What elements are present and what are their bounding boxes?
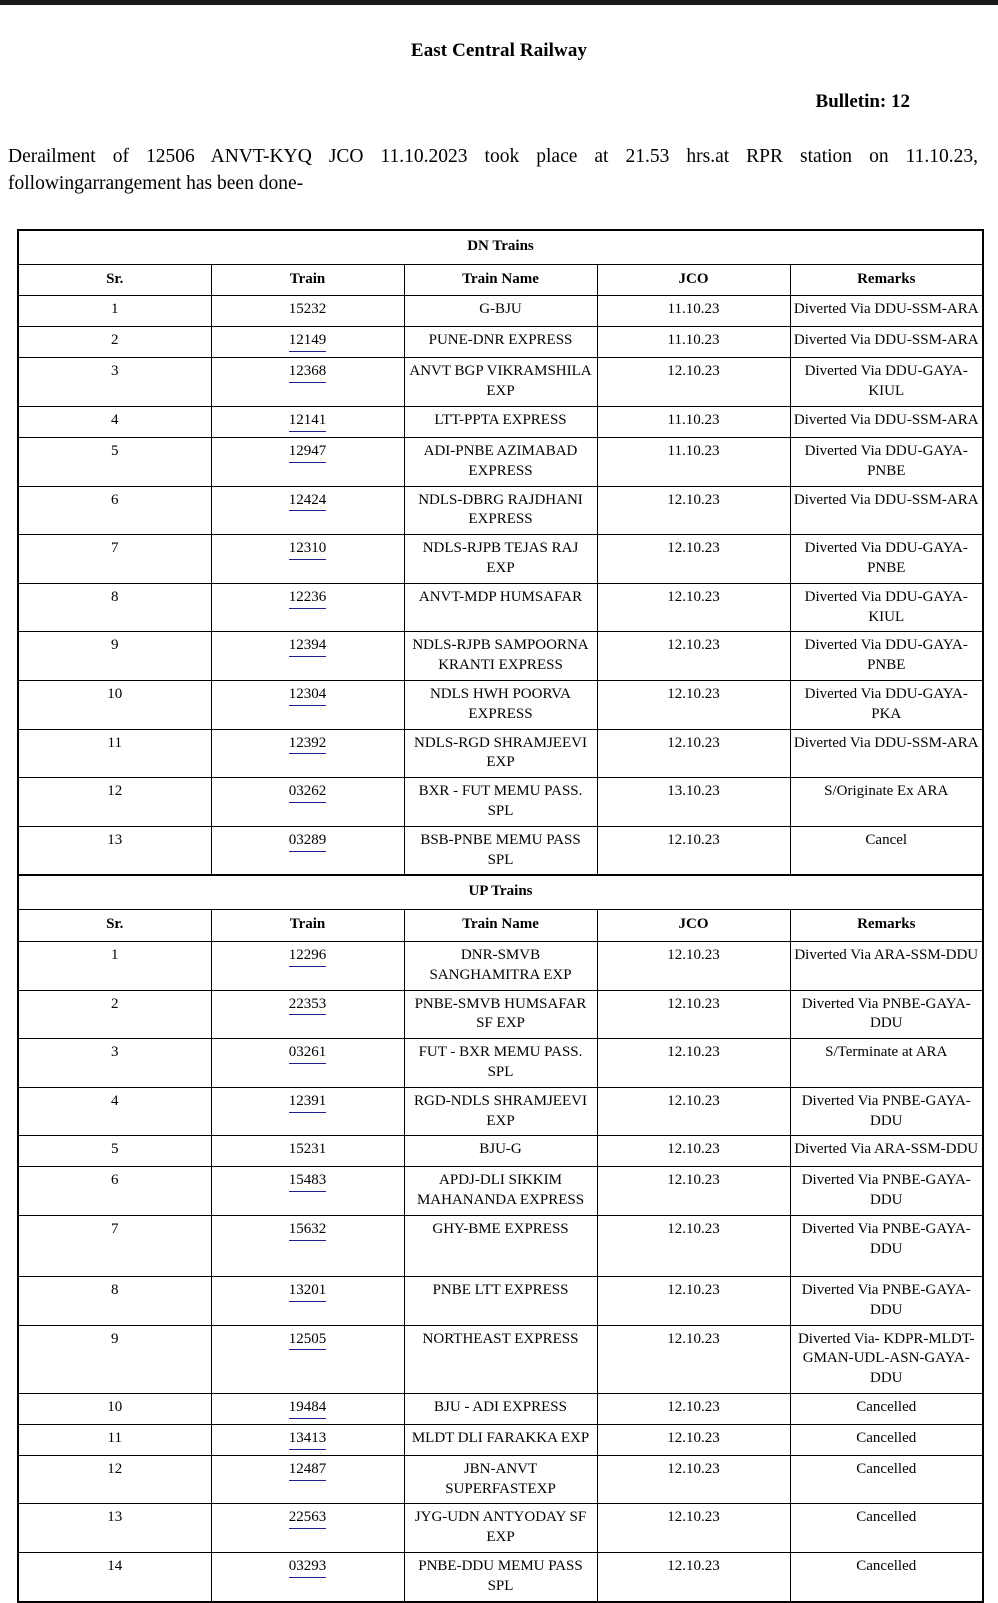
cell-train-number[interactable] [211,990,404,1039]
column-header-train-name: Train Name [404,264,597,296]
cell-remarks: Diverted Via DDU-GAYA-PNBE [790,535,983,584]
cell-train-number[interactable] [211,778,404,827]
section-title-row [18,875,983,909]
cell-jco-date: 12.10.23 [597,1136,790,1167]
train-number-link[interactable]: 19484 [289,1398,327,1419]
cell-remarks: S/Terminate at ARA [790,1039,983,1088]
train-number-link[interactable]: 03293 [289,1557,327,1578]
table-row [18,1087,983,1136]
cell-serial-number: 4 [18,407,211,438]
table-row [18,1136,983,1167]
trains-table-container [0,198,998,1603]
table-row [18,535,983,584]
cell-jco-date: 12.10.23 [597,826,790,875]
cell-serial-number: 12 [18,1455,211,1504]
cell-train-name: PNBE-DDU MEMU PASS SPL [404,1553,597,1602]
column-header-row [18,264,983,296]
cell-jco-date: 12.10.23 [597,1167,790,1216]
train-number-link[interactable]: 03262 [289,782,327,803]
cell-remarks: Cancelled [790,1455,983,1504]
cell-train-number[interactable] [211,729,404,778]
cell-train-number[interactable] [211,407,404,438]
cell-jco-date: 12.10.23 [597,1424,790,1455]
train-number-link[interactable]: 12424 [289,491,327,512]
train-number-link[interactable]: 13413 [289,1429,327,1450]
cell-serial-number: 11 [18,1424,211,1455]
table-row [18,680,983,729]
incident-description: Derailment of 12506 ANVT-KYQ JCO 11.10.2023 took place at 21.53 hrs.at RPR station on 11.10.23, followingarrangement has been done- [8,146,978,194]
cell-remarks: Diverted Via ARA-SSM-DDU [790,1136,983,1167]
cell-serial-number: 8 [18,583,211,632]
table-row [18,1553,983,1602]
cell-serial-number: 4 [18,1087,211,1136]
train-number-link[interactable]: 12487 [289,1460,327,1481]
cell-jco-date: 12.10.23 [597,729,790,778]
cell-remarks: Diverted Via DDU-GAYA-PNBE [790,438,983,487]
cell-serial-number: 1 [18,941,211,990]
column-header-train: Train [211,264,404,296]
cell-serial-number: 3 [18,1039,211,1088]
cell-remarks: Diverted Via DDU-SSM-ARA [790,327,983,358]
cell-remarks: Cancelled [790,1504,983,1553]
cell-train-name: FUT - BXR MEMU PASS. SPL [404,1039,597,1088]
cell-train-number[interactable] [211,1553,404,1602]
cell-train-name: NORTHEAST EXPRESS [404,1325,597,1393]
table-row [18,826,983,875]
trains-table [17,229,984,1603]
top-black-rule [0,0,998,5]
column-header-jco: JCO [597,264,790,296]
cell-serial-number: 6 [18,486,211,535]
train-number-link[interactable]: 22353 [289,995,327,1016]
cell-train-name: BXR - FUT MEMU PASS. SPL [404,778,597,827]
train-number-link[interactable]: 12368 [289,362,327,383]
train-number-link[interactable]: 12149 [289,331,327,352]
cell-jco-date: 11.10.23 [597,296,790,327]
table-row [18,1393,983,1424]
train-number-link[interactable]: 12392 [289,734,327,755]
cell-remarks: Diverted Via PNBE-GAYA-DDU [790,1087,983,1136]
cell-train-number[interactable] [211,1215,404,1276]
cell-train-number[interactable] [211,486,404,535]
column-header-sr: Sr. [18,264,211,296]
cell-remarks: Diverted Via DDU-SSM-ARA [790,729,983,778]
table-row [18,327,983,358]
cell-train-number[interactable] [211,1039,404,1088]
train-number-link[interactable]: 03289 [289,831,327,852]
cell-serial-number: 5 [18,438,211,487]
cell-serial-number: 11 [18,729,211,778]
cell-remarks: Diverted Via DDU-SSM-ARA [790,296,983,327]
cell-serial-number: 2 [18,327,211,358]
cell-jco-date: 12.10.23 [597,1039,790,1088]
cell-train-name: G-BJU [404,296,597,327]
cell-jco-date: 12.10.23 [597,632,790,681]
table-row [18,438,983,487]
cell-train-name: APDJ-DLI SIKKIM MAHANANDA EXPRESS [404,1167,597,1216]
cell-remarks: S/Originate Ex ARA [790,778,983,827]
train-number-link[interactable]: 12304 [289,685,327,706]
table-row [18,583,983,632]
cell-remarks: Diverted Via DDU-SSM-ARA [790,407,983,438]
table-row [18,296,983,327]
cell-train-number[interactable] [211,941,404,990]
bulletin-number: Bulletin: 12 [815,91,910,112]
cell-serial-number: 8 [18,1276,211,1325]
cell-jco-date: 12.10.23 [597,1504,790,1553]
cell-train-name: JBN-ANVT SUPERFASTEXP [404,1455,597,1504]
train-number-link[interactable]: 12947 [289,442,327,463]
cell-train-name: PUNE-DNR EXPRESS [404,327,597,358]
cell-train-name: NDLS-DBRG RAJDHANI EXPRESS [404,486,597,535]
train-number-link[interactable]: 12310 [289,539,327,560]
cell-train-number[interactable] [211,1504,404,1553]
table-row [18,1504,983,1553]
cell-remarks: Cancelled [790,1553,983,1602]
cell-train-name: BSB-PNBE MEMU PASS SPL [404,826,597,875]
cell-jco-date: 12.10.23 [597,941,790,990]
table-row [18,990,983,1039]
cell-train-number[interactable] [211,1393,404,1424]
cell-train-number[interactable] [211,358,404,407]
cell-train-number[interactable] [211,327,404,358]
train-number-link[interactable]: 15483 [289,1171,327,1192]
cell-train-name: ADI-PNBE AZIMABAD EXPRESS [404,438,597,487]
table-row [18,941,983,990]
cell-train-number[interactable] [211,583,404,632]
table-row [18,1167,983,1216]
cell-remarks: Diverted Via DDU-GAYA-PKA [790,680,983,729]
cell-serial-number: 6 [18,1167,211,1216]
train-number-link[interactable]: 12505 [289,1330,327,1351]
cell-train-name: GHY-BME EXPRESS [404,1215,597,1276]
train-number-link[interactable]: 22563 [289,1508,327,1529]
column-header-train-name: Train Name [404,910,597,942]
cell-jco-date: 12.10.23 [597,1553,790,1602]
table-row [18,407,983,438]
cell-train-name: BJU-G [404,1136,597,1167]
train-number-link[interactable]: 12394 [289,636,327,657]
cell-train-name: ANVT BGP VIKRAMSHILA EXP [404,358,597,407]
table-row [18,729,983,778]
cell-serial-number: 1 [18,296,211,327]
cell-train-number[interactable] [211,680,404,729]
cell-serial-number: 13 [18,1504,211,1553]
table-row [18,1424,983,1455]
cell-train-name: PNBE LTT EXPRESS [404,1276,597,1325]
cell-serial-number: 7 [18,535,211,584]
cell-jco-date: 11.10.23 [597,327,790,358]
cell-jco-date: 12.10.23 [597,1087,790,1136]
cell-remarks: Diverted Via- KDPR-MLDT-GMAN-UDL-ASN-GAYA-DDU [790,1325,983,1393]
cell-train-number[interactable] [211,438,404,487]
cell-remarks: Diverted Via DDU-SSM-ARA [790,486,983,535]
train-number-link[interactable]: 12296 [289,946,327,967]
cell-jco-date: 12.10.23 [597,358,790,407]
cell-train-name: NDLS-RJPB TEJAS RAJ EXP [404,535,597,584]
cell-jco-date: 12.10.23 [597,1325,790,1393]
section-heading: UP Trains [18,875,983,909]
train-number-link[interactable]: 13201 [289,1281,327,1302]
cell-train-number[interactable] [211,1167,404,1216]
cell-jco-date: 12.10.23 [597,990,790,1039]
section-title-row [18,230,983,264]
cell-jco-date: 12.10.23 [597,1393,790,1424]
column-header-train: Train [211,910,404,942]
cell-remarks: Diverted Via DDU-GAYA-PNBE [790,632,983,681]
table-row [18,1039,983,1088]
train-number-link[interactable]: 12391 [289,1092,327,1113]
cell-jco-date: 12.10.23 [597,1215,790,1276]
cell-train-number[interactable] [211,632,404,681]
cell-jco-date: 12.10.23 [597,486,790,535]
cell-remarks: Cancel [790,826,983,875]
cell-train-name: LTT-PPTA EXPRESS [404,407,597,438]
page-title: East Central Railway [410,40,588,61]
cell-remarks: Diverted Via PNBE-GAYA-DDU [790,1276,983,1325]
train-number-link[interactable]: 03261 [289,1043,327,1064]
cell-train-number[interactable] [211,826,404,875]
cell-remarks: Diverted Via PNBE-GAYA-DDU [790,990,983,1039]
cell-train-name: DNR-SMVB SANGHAMITRA EXP [404,941,597,990]
cell-serial-number: 14 [18,1553,211,1602]
table-row [18,1215,983,1276]
cell-jco-date: 13.10.23 [597,778,790,827]
cell-train-number[interactable] [211,1087,404,1136]
column-header-sr: Sr. [18,910,211,942]
cell-serial-number: 13 [18,826,211,875]
cell-train-number[interactable] [211,1276,404,1325]
column-header-row [18,910,983,942]
train-number-text: 15232 [288,301,327,318]
cell-remarks: Diverted Via ARA-SSM-DDU [790,941,983,990]
cell-serial-number: 10 [18,1393,211,1424]
column-header-jco: JCO [597,910,790,942]
cell-remarks: Cancelled [790,1424,983,1455]
cell-train-number [211,1136,404,1167]
cell-serial-number: 12 [18,778,211,827]
table-row [18,632,983,681]
cell-serial-number: 3 [18,358,211,407]
cell-train-name: NDLS-RGD SHRAMJEEVI EXP [404,729,597,778]
cell-jco-date: 12.10.23 [597,1455,790,1504]
cell-serial-number: 2 [18,990,211,1039]
column-header-remarks: Remarks [790,910,983,942]
cell-serial-number: 5 [18,1136,211,1167]
cell-remarks: Diverted Via DDU-GAYA-KIUL [790,358,983,407]
train-number-link[interactable]: 15632 [289,1220,327,1241]
cell-train-number[interactable] [211,535,404,584]
cell-serial-number: 10 [18,680,211,729]
cell-jco-date: 12.10.23 [597,680,790,729]
cell-train-number[interactable] [211,1325,404,1393]
cell-jco-date: 11.10.23 [597,438,790,487]
cell-train-name: ANVT-MDP HUMSAFAR [404,583,597,632]
table-row [18,1325,983,1393]
cell-jco-date: 12.10.23 [597,535,790,584]
table-row [18,1276,983,1325]
cell-train-name: NDLS HWH POORVA EXPRESS [404,680,597,729]
train-number-link[interactable]: 12236 [289,588,327,609]
section-heading: DN Trains [18,230,983,264]
table-row [18,778,983,827]
table-row [18,1455,983,1504]
cell-serial-number: 7 [18,1215,211,1276]
cell-train-name: PNBE-SMVB HUMSAFAR SF EXP [404,990,597,1039]
cell-jco-date: 12.10.23 [597,583,790,632]
cell-jco-date: 12.10.23 [597,1276,790,1325]
cell-remarks: Diverted Via PNBE-GAYA-DDU [790,1167,983,1216]
cell-train-number[interactable] [211,1455,404,1504]
train-number-text: 15231 [288,1141,327,1158]
train-number-link[interactable]: 12141 [289,411,327,432]
column-header-remarks: Remarks [790,264,983,296]
cell-jco-date: 11.10.23 [597,407,790,438]
cell-train-name: NDLS-RJPB SAMPOORNA KRANTI EXPRESS [404,632,597,681]
cell-train-name: BJU - ADI EXPRESS [404,1393,597,1424]
cell-train-name: MLDT DLI FARAKKA EXP [404,1424,597,1455]
table-row [18,358,983,407]
cell-train-name: JYG-UDN ANTYODAY SF EXP [404,1504,597,1553]
cell-train-number [211,296,404,327]
cell-remarks: Diverted Via DDU-GAYA-KIUL [790,583,983,632]
table-row [18,486,983,535]
cell-train-name: RGD-NDLS SHRAMJEEVI EXP [404,1087,597,1136]
cell-serial-number: 9 [18,632,211,681]
cell-train-number[interactable] [211,1424,404,1455]
cell-remarks: Cancelled [790,1393,983,1424]
cell-remarks: Diverted Via PNBE-GAYA-DDU [790,1215,983,1276]
cell-serial-number: 9 [18,1325,211,1393]
